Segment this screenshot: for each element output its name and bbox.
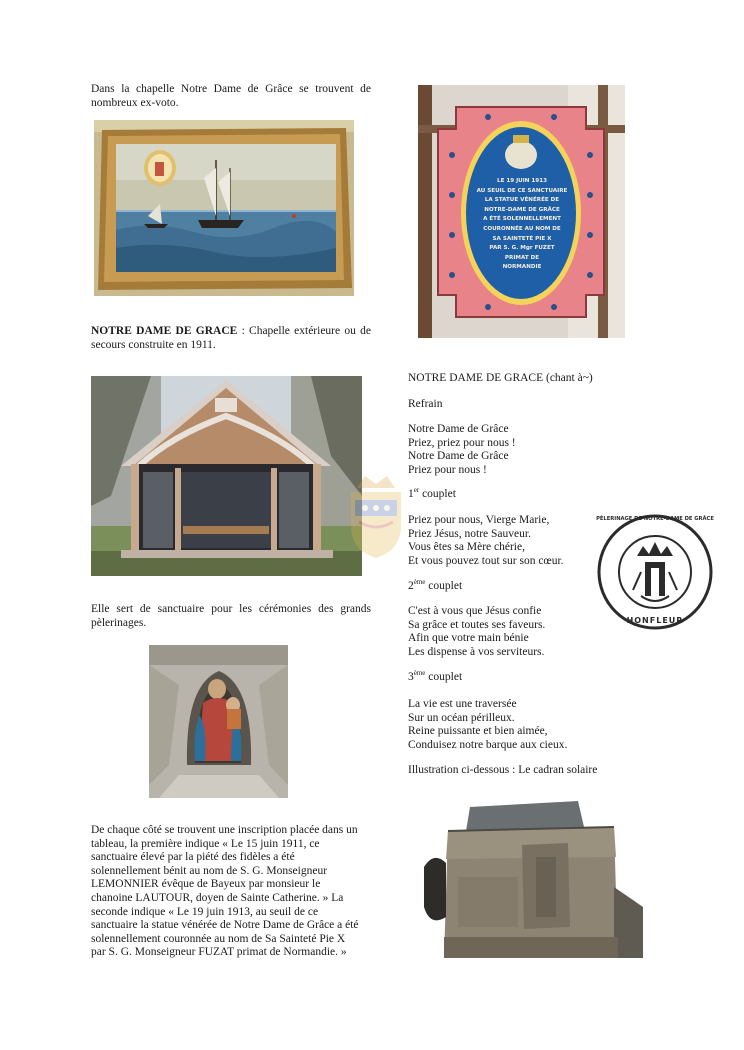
verse-word: couplet [425, 580, 463, 592]
verse-line: Reine puissante et bien aimée, [408, 725, 548, 738]
inscription-paragraph [91, 824, 373, 960]
chapel-caption-title: NOTRE DAME DE GRACE [91, 325, 238, 337]
chapel-photo [91, 376, 362, 576]
plaque-line: PAR S. G. Mgr FUZET [489, 245, 555, 252]
inscription-line: sanctuaire élevé par la piété des fidèles a été [91, 851, 295, 864]
coronation-plaque-photo [418, 85, 625, 338]
refrain-line: Priez, priez pour nous ! [408, 436, 516, 449]
verse-line: Sur un océan périlleux. [408, 711, 515, 724]
plaque-line: AU SEUIL DE CE SANCTUAIRE [476, 187, 568, 194]
illustration-caption: Illustration ci-dessous : Le cadran solaire [408, 764, 598, 776]
plaque-line: NORMANDIE [502, 264, 542, 271]
verse-line: Afin que votre main bénie [408, 632, 529, 645]
verse-line: Les dispense à vos serviteurs. [408, 645, 545, 658]
sundial-tower-photo [418, 797, 643, 958]
plaque-line: PRIMAT DE [504, 254, 540, 261]
inscription-line: par S. G. Monseigneur FUZAT primat de Normandie. » [91, 946, 347, 959]
refrain-line: Notre Dame de Grâce [408, 423, 509, 435]
plaque-line: NOTRE-DAME DE GRÂCE [484, 206, 560, 213]
stamp-bottom-text: HONFLEUR [626, 616, 684, 625]
refrain-label: Refrain [408, 398, 443, 410]
refrain-block [408, 423, 516, 477]
refrain-line: Priez pour nous ! [408, 463, 487, 476]
chapel-caption-desc: : Chapelle extérieure ou de secours construite en 1911. [91, 325, 371, 351]
verse-line: Priez Jésus, notre Sauveur. [408, 527, 531, 540]
plaque-line: SA SAINTETÉ PIE X [492, 235, 552, 242]
virgin-statue-photo [149, 645, 288, 798]
inscription-line: sanctuaire la statue vénérée de Notre Dame de Grâce a été [91, 919, 359, 932]
sanctuary-paragraph: Elle sert de sanctuaire pour les cérémonies des grands pèlerinages. [91, 603, 371, 629]
verse-line: Et vous pouvez tout sur son cœur. [408, 554, 564, 567]
intro-paragraph: Dans la chapelle Notre Dame de Grâce se trouvent de nombreux ex-voto. [91, 83, 371, 109]
verse-line: La vie est une traversée [408, 698, 517, 710]
coat-of-arms-watermark [345, 470, 407, 560]
verse-2-block [408, 605, 545, 659]
inscription-line: tableau, la première indique « Le 15 juin 1911, ce [91, 837, 320, 850]
inscription-line: solennellement couronnée au nom de Sa Sainteté Pie X [91, 932, 346, 945]
verse-3-heading [408, 671, 462, 685]
verse-number: 2 [408, 580, 414, 592]
inscription-line: LEMONNIER évêque de Bayeux par monsieur le [91, 878, 321, 891]
refrain-line: Notre Dame de Grâce [408, 450, 509, 463]
verse-number: 1 [408, 488, 414, 500]
verse-ordinal: er [413, 486, 420, 495]
pilgrimage-stamp [595, 512, 715, 632]
verse-1-block [408, 514, 564, 568]
verse-line: C'est à vous que Jésus confie [408, 605, 542, 617]
plaque-line: LA STATUE VÉNÉRÉE DE [484, 197, 560, 204]
verse-line: Sa grâce et toutes ses faveurs. [408, 618, 546, 631]
verse-word: couplet [419, 488, 456, 500]
verse-1-heading [408, 488, 456, 502]
verse-ordinal: ème [413, 669, 426, 678]
plaque-line: LE 19 JUIN 1913 [497, 178, 547, 184]
stamp-top-text: PÈLERINAGE DE NOTRE-DAME DE GRÂCE [596, 516, 714, 522]
inscription-line: De chaque côté se trouvent une inscription placée dans un [91, 824, 358, 836]
ex-voto-painting-photo [94, 120, 354, 296]
verse-3-block [408, 698, 567, 752]
song-title: NOTRE DAME DE GRACE (chant à~) [408, 372, 593, 384]
inscription-line: chanoine LAUTOUR, doyen de Sainte Catherine. » La [91, 891, 344, 904]
inscription-line: solennellement bénit au nom de S. G. Monseigneur [91, 864, 328, 877]
plaque-inscription [476, 177, 568, 273]
verse-ordinal: ème [413, 578, 426, 587]
plaque-line: COURONNÉE AU NOM DE [483, 225, 561, 232]
verse-number: 3 [408, 671, 414, 683]
verse-line: Vous êtes sa Mère chérie, [408, 541, 525, 554]
verse-2-heading [408, 580, 462, 594]
inscription-line: seconde indique « Le 19 juin 1913, au seuil de ce [91, 905, 319, 918]
verse-word: couplet [425, 671, 463, 683]
verse-line: Priez pour nous, Vierge Marie, [408, 514, 550, 526]
verse-line: Conduisez notre barque aux cieux. [408, 738, 568, 751]
chapel-caption [91, 325, 371, 352]
plaque-line: A ÉTÉ SOLENNELLEMENT [483, 216, 561, 223]
